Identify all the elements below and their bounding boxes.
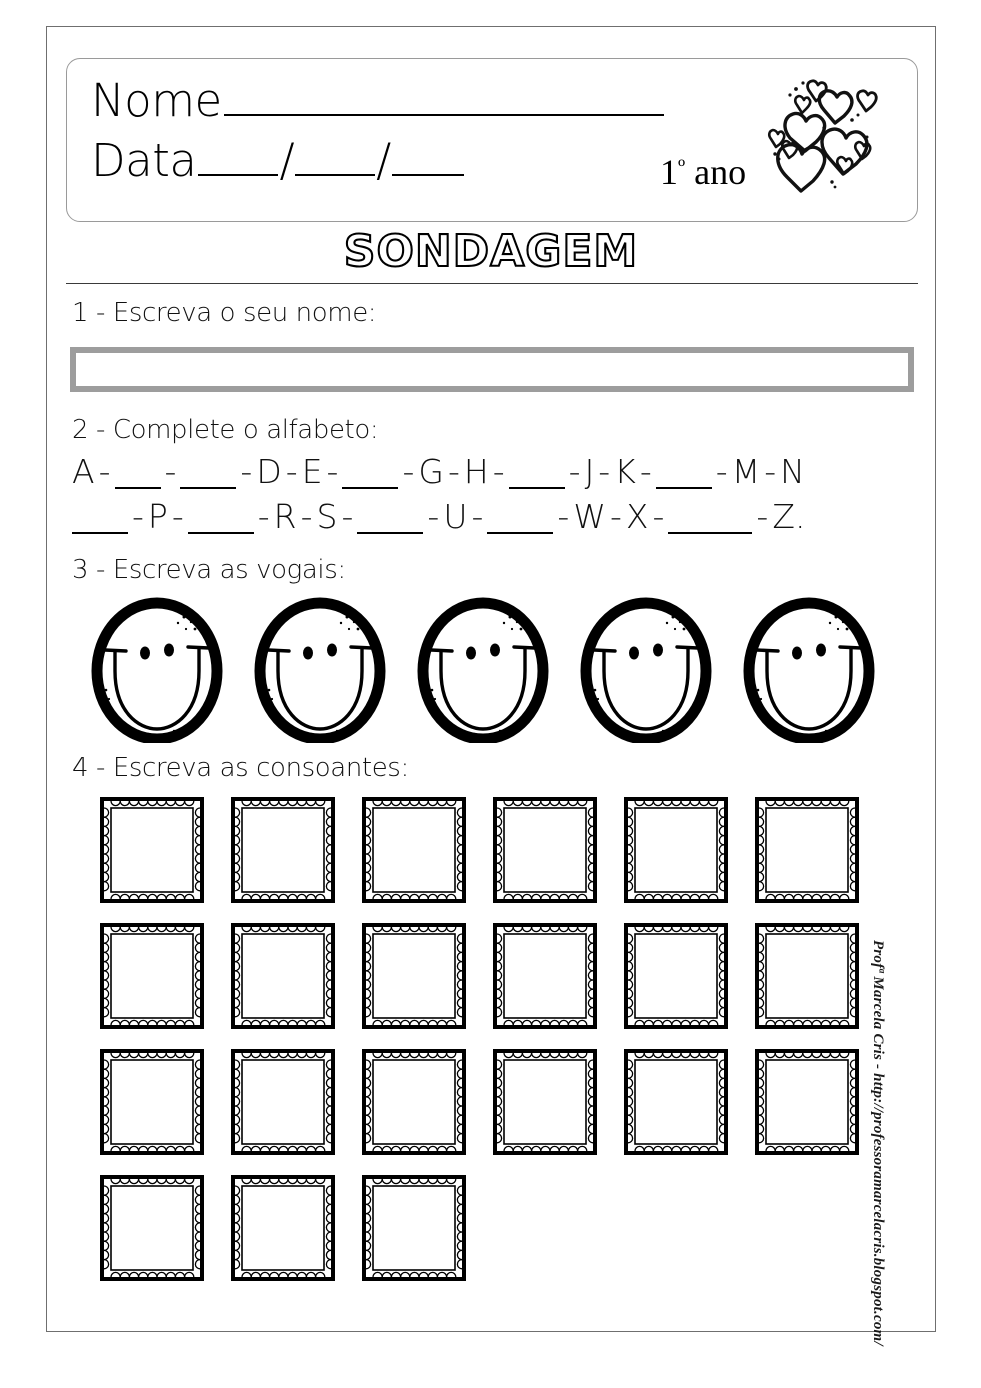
alphabet-letter: M	[731, 452, 761, 491]
date-separator-2: /	[376, 134, 391, 187]
alphabet-letter: S	[316, 497, 338, 536]
name-label: Nome	[91, 74, 222, 127]
alphabet-dash: -	[402, 452, 415, 491]
alphabet-blank[interactable]	[342, 461, 398, 489]
alphabet-dash: -	[492, 452, 505, 491]
alphabet-blank[interactable]	[656, 461, 712, 489]
alphabet-letter: G	[418, 452, 444, 491]
alphabet-dash: -	[715, 452, 728, 491]
smiley-face-icon[interactable]	[245, 595, 395, 743]
alphabet-letter: W	[573, 497, 606, 536]
consonant-box[interactable]	[362, 797, 466, 903]
consonant-box[interactable]	[755, 923, 859, 1029]
alphabet-dash: -	[300, 497, 313, 536]
alphabet-letter: P	[147, 497, 168, 536]
alphabet-letter: E	[301, 452, 323, 491]
date-field-row	[91, 135, 464, 187]
consonant-box[interactable]	[362, 1175, 466, 1281]
grade-word: ano	[685, 152, 747, 192]
alphabet-dash: -	[132, 497, 144, 536]
alphabet-dash: -	[427, 497, 440, 536]
consonant-box[interactable]	[231, 797, 335, 903]
title-text: Sondagem	[343, 226, 638, 277]
alphabet-dash: -	[98, 452, 111, 491]
grade-number: 1	[660, 152, 678, 192]
consonant-box[interactable]	[493, 797, 597, 903]
sondagem-title-art	[341, 222, 641, 278]
smiley-face-icon[interactable]	[82, 595, 232, 743]
grade-label	[660, 151, 746, 193]
alphabet-dash: -	[341, 497, 354, 536]
alphabet-dash: -	[764, 452, 777, 491]
alphabet-dash: -	[639, 452, 652, 491]
question-4-label: 4 - Escreva as consoantes:	[72, 753, 409, 783]
grade-ordinal: º	[678, 155, 686, 180]
consonant-box[interactable]	[362, 923, 466, 1029]
consonant-box[interactable]	[755, 1049, 859, 1155]
hearts-doodle-icon	[751, 65, 901, 215]
date-separator-1: /	[279, 134, 295, 187]
date-label: Data	[91, 134, 197, 187]
name-write-line[interactable]	[224, 82, 664, 116]
alphabet-dash: -	[285, 452, 298, 491]
alphabet-dash: -	[240, 452, 253, 491]
alphabet-dash: -	[652, 497, 665, 536]
consonant-box[interactable]	[624, 1049, 728, 1155]
page-title	[0, 222, 981, 283]
consonant-box[interactable]	[755, 797, 859, 903]
consonant-box[interactable]	[624, 923, 728, 1029]
alphabet-letter: Z.	[772, 497, 806, 536]
alphabet-dash: -	[164, 452, 177, 491]
consonant-box[interactable]	[624, 797, 728, 903]
alphabet-blank[interactable]	[668, 506, 752, 534]
alphabet-blank[interactable]	[180, 461, 236, 489]
consonant-box[interactable]	[493, 923, 597, 1029]
alphabet-blank[interactable]	[115, 461, 161, 489]
consonant-box[interactable]	[100, 797, 204, 903]
consonant-box-grid	[100, 797, 900, 1346]
alphabet-dash: -	[326, 452, 339, 491]
alphabet-blank[interactable]	[509, 461, 565, 489]
alphabet-dash: -	[257, 497, 270, 536]
alphabet-letter: J	[584, 452, 595, 491]
consonant-box[interactable]	[362, 1049, 466, 1155]
consonant-box[interactable]	[100, 1049, 204, 1155]
alphabet-letter: D	[256, 452, 282, 491]
alphabet-dash: -	[568, 452, 581, 491]
header-box	[66, 58, 918, 222]
alphabet-blank[interactable]	[487, 506, 553, 534]
date-month-line[interactable]	[295, 142, 375, 176]
header-separator	[66, 283, 918, 284]
alphabet-letter: U	[443, 497, 468, 536]
alphabet-letter: K	[614, 452, 636, 491]
question-1-label: 1 - Escreva o seu nome:	[72, 298, 377, 328]
alphabet-dash: -	[447, 452, 460, 491]
alphabet-dash: -	[609, 497, 622, 536]
alphabet-dash: -	[471, 497, 484, 536]
alphabet-dash: -	[756, 497, 769, 536]
consonant-box[interactable]	[231, 1049, 335, 1155]
date-day-line[interactable]	[198, 142, 278, 176]
alphabet-dash: -	[598, 452, 611, 491]
alphabet-letter: A	[72, 452, 95, 491]
alphabet-blank[interactable]	[188, 506, 254, 534]
alphabet-blank[interactable]	[72, 506, 128, 534]
name-field-row	[91, 75, 664, 127]
consonant-box[interactable]	[100, 923, 204, 1029]
consonant-box[interactable]	[231, 923, 335, 1029]
alphabet-dash: -	[557, 497, 570, 536]
name-answer-input[interactable]	[70, 347, 914, 392]
alphabet-letter: H	[463, 452, 489, 491]
alphabet-line-2[interactable]	[72, 497, 805, 536]
question-2-label: 2 - Complete o alfabeto:	[72, 415, 379, 445]
date-year-line[interactable]	[392, 142, 464, 176]
smiley-face-icon[interactable]	[408, 595, 558, 743]
credit-watermark: Profª Marcela Cris - http://professoramarcelacris.blogspot.com/	[870, 940, 886, 1346]
consonant-box[interactable]	[100, 1175, 204, 1281]
alphabet-line-1[interactable]	[72, 452, 805, 491]
consonant-box[interactable]	[493, 1049, 597, 1155]
question-3-label: 3 - Escreva as vogais:	[72, 555, 346, 585]
alphabet-dash: -	[171, 497, 184, 536]
alphabet-blank[interactable]	[357, 506, 423, 534]
smiley-face-icon[interactable]	[571, 595, 721, 743]
consonant-box[interactable]	[231, 1175, 335, 1281]
alphabet-letter: N	[780, 452, 805, 491]
alphabet-letter: X	[625, 497, 649, 536]
alphabet-letter: R	[273, 497, 297, 536]
vowel-smiley-row	[82, 595, 882, 745]
smiley-face-icon[interactable]	[734, 595, 884, 743]
